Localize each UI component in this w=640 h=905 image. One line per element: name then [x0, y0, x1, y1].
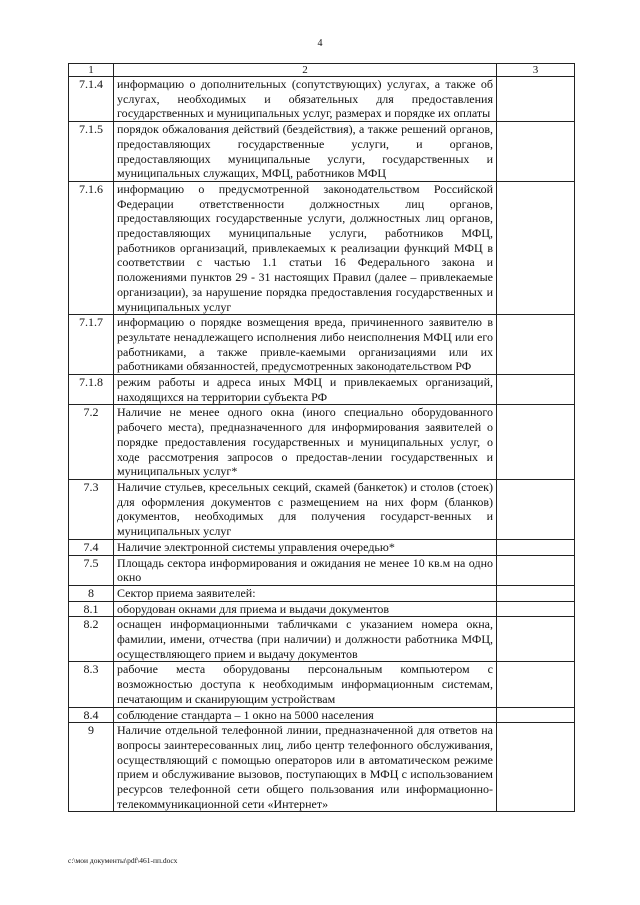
row-number: 7.3: [69, 479, 114, 539]
row-text: оснащен информационными табличками с указанием номера окна, фамилии, имени, отчества (при наличии) и должности работника МФЦ, осуществляющего прием и выдачу документов: [114, 617, 497, 662]
row-text: информацию о порядке возмещения вреда, причиненного заявителю в результате ненадлежащего исполнения либо неисполнения МФЦ или его работниками, а также привле-каемыми организациями или их работниками обязанностей, предусмотренных законодательством РФ: [114, 315, 497, 375]
row-value-cell: [497, 723, 575, 812]
row-text: порядок обжалования действий (бездействия), а также решений органов, предоставляющих государственные услуги, и органов, предоставляющих муниципальные услуги, государственных и муниципальных служащих, МФЦ, работников МФЦ: [114, 122, 497, 182]
row-number: 7.1.8: [69, 375, 114, 405]
row-number: 7.1.6: [69, 181, 114, 314]
header-col-3: 3: [497, 64, 575, 77]
row-text: Площадь сектора информирования и ожидания не менее 10 кв.м на одно окно: [114, 555, 497, 585]
row-number: 8.2: [69, 617, 114, 662]
row-value-cell: [497, 585, 575, 601]
table-header-row: [69, 64, 575, 77]
table-row: [69, 585, 575, 601]
row-value-cell: [497, 601, 575, 617]
table-row: [69, 707, 575, 723]
row-number: 7.1.7: [69, 315, 114, 375]
row-text: Наличие электронной системы управления очередью*: [114, 539, 497, 555]
row-number: 8: [69, 585, 114, 601]
table-row: [69, 601, 575, 617]
header-col-1: 1: [69, 64, 114, 77]
table-row: [69, 315, 575, 375]
row-text: рабочие места оборудованы персональным компьютером с возможностью доступа к необходимым информационным системам, печатающим и сканирующим устройствам: [114, 662, 497, 707]
row-text: режим работы и адреса иных МФЦ и привлекаемых организаций, находящихся на территории субъекта РФ: [114, 375, 497, 405]
row-value-cell: [497, 539, 575, 555]
row-text: информацию о предусмотренной законодательством Российской Федерации ответственности должностных лиц органов, предоставляющих государственные услуги, должностных лиц органов, предоставляющих муниципальные услуги, работников МФЦ, работников организаций, привлекаемых к реализации функций МФЦ в соответствии с частью 1.1 статьи 16 Федерального закона и положениями пунктов 29 - 31 настоящих Правил (далее – привлекаемые организации), за нарушение порядка предоставления государственных и муниципальных услуг: [114, 181, 497, 314]
row-value-cell: [497, 707, 575, 723]
table-row: [69, 555, 575, 585]
row-number: 9: [69, 723, 114, 812]
header-col-2: 2: [114, 64, 497, 77]
row-value-cell: [497, 617, 575, 662]
table-row: [69, 77, 575, 122]
table-row: [69, 375, 575, 405]
row-text: соблюдение стандарта – 1 окно на 5000 населения: [114, 707, 497, 723]
file-path-footer: c:\мои документы\pdf\461-пп.docx: [68, 856, 178, 865]
row-value-cell: [497, 315, 575, 375]
row-text: Сектор приема заявителей:: [114, 585, 497, 601]
row-number: 7.2: [69, 405, 114, 480]
row-text: Наличие не менее одного окна (иного специально оборудованного рабочего места), предназначенного для информирования заявителей о порядке предоставления государственных и муниципальных услуг, о ходе рассмотрения запросов о предостав-лении государственных и муниципальных услуг*: [114, 405, 497, 480]
table-row: [69, 405, 575, 480]
table-row: [69, 479, 575, 539]
page-number: 4: [317, 38, 323, 49]
row-number: 7.5: [69, 555, 114, 585]
table-row: [69, 662, 575, 707]
table-row: [69, 539, 575, 555]
row-value-cell: [497, 375, 575, 405]
row-number: 7.1.5: [69, 122, 114, 182]
row-value-cell: [497, 122, 575, 182]
row-value-cell: [497, 662, 575, 707]
row-text: Наличие отдельной телефонной линии, предназначенной для ответов на вопросы заинтересованных лиц, либо центр телефонного обслуживания, осуществляющий с помощью операторов или в автоматическом режиме прием и обслуживание вызовов, поступающих в МФЦ с использованием ресурсов телефонной сети общего пользования или информационно-телекоммуникационной сети «Интернет»: [114, 723, 497, 812]
row-text: информацию о дополнительных (сопутствующих) услугах, а также об услугах, необходимых и обязательных для предоставления государственных и муниципальных услуг, размерах и порядке их оплаты: [114, 77, 497, 122]
row-number: 7.1.4: [69, 77, 114, 122]
row-value-cell: [497, 77, 575, 122]
table-row: [69, 122, 575, 182]
row-number: 8.3: [69, 662, 114, 707]
row-value-cell: [497, 405, 575, 480]
row-text: Наличие стульев, кресельных секций, скамей (банкеток) и столов (стоек) для оформления документов с размещением на них форм (бланков) документов, необходимых для получения государст-венных и муниципальных услуг: [114, 479, 497, 539]
row-text: оборудован окнами для приема и выдачи документов: [114, 601, 497, 617]
table-row: [69, 617, 575, 662]
row-value-cell: [497, 555, 575, 585]
requirements-table: [68, 63, 575, 812]
row-number: 7.4: [69, 539, 114, 555]
table-row: [69, 723, 575, 812]
row-value-cell: [497, 479, 575, 539]
row-number: 8.1: [69, 601, 114, 617]
row-number: 8.4: [69, 707, 114, 723]
table-row: [69, 181, 575, 314]
row-value-cell: [497, 181, 575, 314]
